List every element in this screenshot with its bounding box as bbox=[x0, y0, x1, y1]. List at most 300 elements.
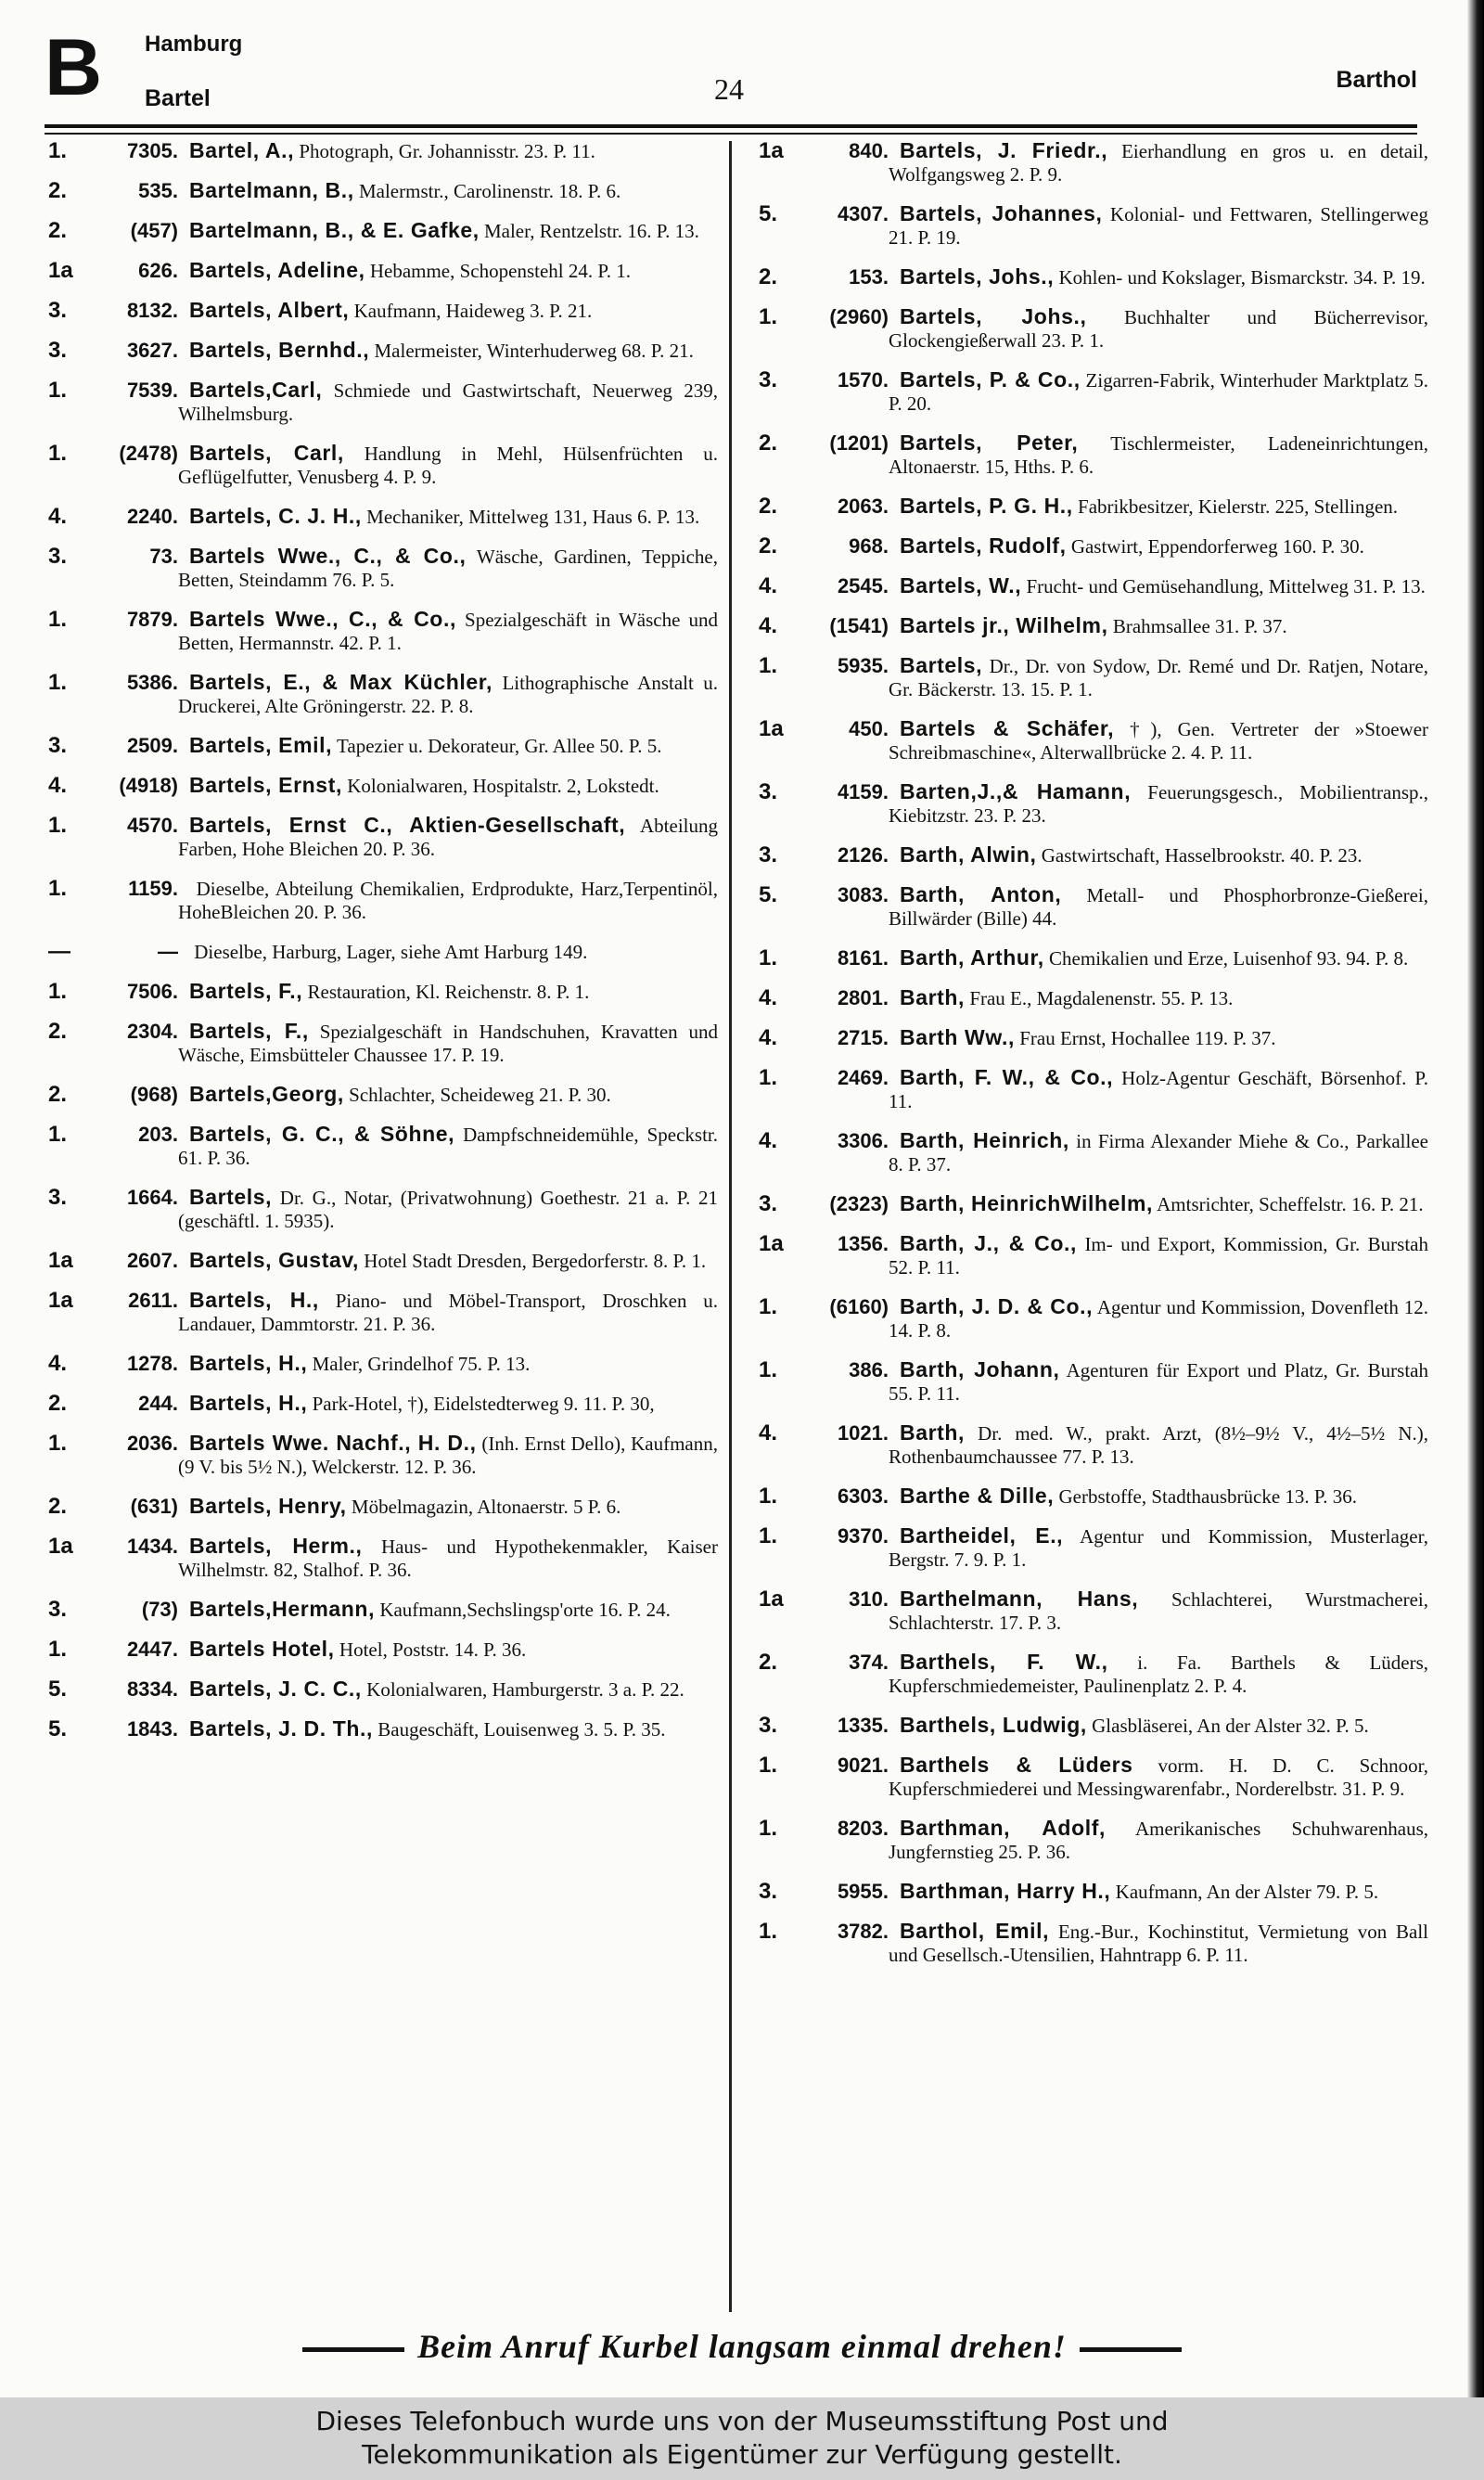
entry-details: Schlachterei, Wurstmacherei, Schlachterstr. 17. P. 3. bbox=[889, 1588, 1428, 1634]
subscriber-name: Bartels, Johs., bbox=[900, 304, 1087, 328]
entry-details: Agentur und Kommission, Musterlager, Bergstr. 7. 9. P. 1. bbox=[889, 1525, 1428, 1571]
subscriber-name: Bartelmann, B., bbox=[189, 178, 354, 202]
subscriber-name: Bartels, Peter, bbox=[900, 430, 1079, 455]
entry-details: Schlachter, Scheideweg 21. P. 30. bbox=[349, 1084, 611, 1106]
exchange-code: 1. bbox=[48, 813, 68, 838]
phone-number: 840. bbox=[849, 139, 889, 162]
subscriber-name: Bartels,Carl, bbox=[189, 378, 323, 402]
subscriber-name: Barth, Arthur, bbox=[900, 945, 1044, 970]
subscriber-name: Barth, bbox=[900, 985, 966, 1009]
entry-details: Kaufmann, Haideweg 3. P. 21. bbox=[353, 300, 593, 322]
phone-number: (73) bbox=[141, 1598, 178, 1621]
directory-entry bbox=[48, 1598, 718, 1622]
entry-details: Dieselbe, Abteilung Chemikalien, Erdprodukte, Harz,Terpentinöl, HoheBleichen 20. P. 36. bbox=[178, 878, 718, 923]
directory-entry bbox=[48, 1495, 718, 1519]
subscriber-name: Bartels, H., bbox=[189, 1391, 308, 1415]
exchange-code: 2. bbox=[759, 494, 778, 519]
phone-number: 73. bbox=[149, 545, 178, 568]
directory-entry bbox=[48, 1083, 718, 1107]
right-column bbox=[759, 139, 1428, 2310]
directory-entry bbox=[48, 1020, 718, 1067]
subscriber-name: Barth, HeinrichWilhelm, bbox=[900, 1191, 1154, 1215]
credit-line-2: Telekommunikation als Eigentümer zur Verfügung gestellt. bbox=[362, 2439, 1122, 2470]
phone-number: (1201) bbox=[829, 431, 889, 455]
phone-number: 8334. bbox=[126, 1677, 178, 1701]
phone-number: 6303. bbox=[837, 1484, 889, 1508]
exchange-code: 1. bbox=[759, 1065, 778, 1090]
phone-number: 1570. bbox=[837, 368, 889, 392]
directory-entry bbox=[759, 986, 1428, 1010]
exchange-code: 5. bbox=[48, 1716, 68, 1741]
exchange-code: 1. bbox=[48, 607, 68, 632]
subscriber-name: Bartels, P. G. H., bbox=[900, 494, 1073, 518]
subscriber-name: Barthe & Dille, bbox=[900, 1484, 1055, 1508]
phone-number: 9370. bbox=[837, 1524, 889, 1548]
exchange-code: 1. bbox=[48, 139, 68, 163]
entry-details: Holz-Agentur Geschäft, Börsenhof. P. 11. bbox=[889, 1067, 1428, 1112]
subscriber-name: Bartels,Hermann, bbox=[189, 1597, 376, 1621]
exchange-code: 2. bbox=[759, 533, 778, 559]
phone-number: 3627. bbox=[126, 339, 178, 362]
exchange-code: 1. bbox=[48, 1637, 68, 1662]
exchange-code: 1. bbox=[48, 876, 68, 901]
phone-number: (968) bbox=[130, 1083, 178, 1106]
directory-entry bbox=[759, 495, 1428, 519]
subscriber-name: Bartels, bbox=[189, 1185, 273, 1209]
phone-number: (1541) bbox=[829, 614, 889, 637]
directory-entry bbox=[48, 442, 718, 489]
exchange-code: 3. bbox=[48, 298, 68, 323]
subscriber-name: Bartels, H., bbox=[189, 1351, 308, 1375]
exchange-code: 1. bbox=[759, 1357, 778, 1382]
phone-number: 3782. bbox=[837, 1920, 889, 1943]
page-number: 24 bbox=[714, 72, 744, 106]
subscriber-name: Barthman, Harry H., bbox=[900, 1879, 1111, 1903]
directory-entry bbox=[759, 202, 1428, 250]
exchange-code: 3. bbox=[759, 1713, 778, 1738]
exchange-code: 3. bbox=[759, 1879, 778, 1904]
directory-entry bbox=[759, 946, 1428, 970]
entry-details: Glasbläserei, An der Alster 32. P. 5. bbox=[1092, 1715, 1369, 1737]
phone-number: 310. bbox=[849, 1587, 889, 1611]
entry-details: Piano- und Möbel-Transport, Droschken u. Landauer, Dammtorstr. 21. P. 36. bbox=[178, 1290, 718, 1335]
phone-number: 1664. bbox=[126, 1186, 178, 1209]
directory-entry bbox=[48, 1677, 718, 1702]
subscriber-name: Bartels Wwe., C., & Co., bbox=[189, 544, 467, 568]
subscriber-name: Barthels, Ludwig, bbox=[900, 1713, 1087, 1737]
subscriber-name: Barth, Anton, bbox=[900, 882, 1062, 906]
exchange-code: 4. bbox=[48, 504, 68, 529]
phone-number: 2611. bbox=[128, 1289, 178, 1312]
header-city: Hamburg bbox=[145, 32, 243, 57]
exchange-code: 1. bbox=[48, 1122, 68, 1147]
exchange-code: 1a bbox=[48, 1534, 73, 1559]
exchange-code: 2. bbox=[48, 1082, 68, 1107]
subscriber-name: Bartels,Georg, bbox=[189, 1082, 344, 1106]
directory-entry bbox=[48, 219, 718, 243]
exchange-code: 2. bbox=[759, 1650, 778, 1675]
directory-entry bbox=[48, 259, 718, 283]
entry-details: Hotel Stadt Dresden, Bergedorferstr. 8. P. 1. bbox=[364, 1250, 707, 1272]
subscriber-name: Barth, Johann, bbox=[900, 1357, 1060, 1381]
entry-details: Frau Ernst, Hochallee 119. P. 37. bbox=[1019, 1027, 1276, 1049]
phone-number: 9021. bbox=[837, 1754, 889, 1777]
entry-details: Feuerungsgesch., Mobilientransp., Kiebitzstr. 23. P. 23. bbox=[889, 781, 1428, 827]
subscriber-name: Bartels, H., bbox=[189, 1288, 319, 1312]
subscriber-name: Bartels, Bernhd., bbox=[189, 338, 370, 362]
directory-entry bbox=[759, 717, 1428, 765]
phone-number: 8161. bbox=[837, 946, 889, 970]
exchange-code: 1. bbox=[48, 441, 68, 466]
entry-details: Agentur und Kommission, Dovenfleth 12. 14. P. 8. bbox=[889, 1296, 1428, 1342]
exchange-code: 5. bbox=[759, 201, 778, 226]
directory-entry bbox=[48, 814, 718, 861]
entry-details: Kolonial- und Fettwaren, Stellingerweg 21. P. 19. bbox=[889, 203, 1428, 249]
subscriber-name: Bartel, A., bbox=[189, 139, 295, 162]
entry-details: Gastwirt, Eppendorferweg 160. P. 30. bbox=[1070, 535, 1364, 558]
entry-details: Abteilung Farben, Hohe Bleichen 20. P. 36. bbox=[178, 815, 718, 860]
subscriber-name: Bartels, Ernst, bbox=[189, 773, 342, 797]
phone-number: 2447. bbox=[126, 1638, 178, 1661]
entry-details: Kolonialwaren, Hospitalstr. 2, Lokstedt. bbox=[347, 775, 659, 797]
phone-number: 4307. bbox=[837, 202, 889, 225]
directory-entry bbox=[48, 379, 718, 426]
credit-footer bbox=[0, 2397, 1484, 2480]
exchange-code: 1. bbox=[48, 979, 68, 1004]
exchange-code: 5. bbox=[48, 1677, 68, 1702]
directory-entry bbox=[48, 179, 718, 203]
directory-entry bbox=[48, 608, 718, 655]
entry-details: Baugeschäft, Louisenweg 3. 5. P. 35. bbox=[377, 1718, 666, 1741]
subscriber-name: Bartels, Gustav, bbox=[189, 1248, 360, 1272]
exchange-code: 1a bbox=[759, 139, 784, 163]
exchange-code: 3. bbox=[759, 367, 778, 392]
directory-entry bbox=[48, 1352, 718, 1376]
exchange-code: 4. bbox=[48, 1351, 68, 1376]
entry-details: vorm. H. D. C. Schnoor, Kupferschmiederei und Messingwarenfabr., Norderelbstr. 31. P. 9. bbox=[889, 1754, 1428, 1800]
subscriber-name: Bartels, C. J. H., bbox=[189, 504, 362, 528]
directory-entry bbox=[759, 1817, 1428, 1864]
exchange-code: 1. bbox=[759, 1523, 778, 1548]
subscriber-name: Barthelmann, Hans, bbox=[900, 1587, 1139, 1611]
phone-number: 4159. bbox=[837, 780, 889, 803]
exchange-code: 2. bbox=[48, 218, 68, 243]
entry-details: Photograph, Gr. Johannisstr. 23. P. 11. bbox=[299, 140, 595, 162]
directory-entry bbox=[48, 774, 718, 798]
subscriber-name: Bartels, G. C., & Söhne, bbox=[189, 1122, 455, 1146]
phone-number: 968. bbox=[849, 534, 889, 558]
exchange-code: 4. bbox=[759, 985, 778, 1010]
entry-details: Dampfschneidemühle, Speckstr. 61. P. 36. bbox=[178, 1124, 718, 1169]
entry-details: Eng.-Bur., Kochinstitut, Vermietung von Ball und Gesellsch.-Utensilien, Hahntrapp 6. P. 11. bbox=[889, 1921, 1428, 1966]
entry-details: i. Fa. Barthels & Lüders, Kupferschmiedemeister, Paulinenplatz 2. P. 4. bbox=[889, 1651, 1428, 1697]
phone-number: 1843. bbox=[126, 1717, 178, 1741]
directory-entry bbox=[759, 1714, 1428, 1738]
entry-details: Frucht- und Gemüsehandlung, Mittelweg 31. P. 13. bbox=[1026, 575, 1426, 598]
phone-number: 2304. bbox=[126, 1020, 178, 1043]
exchange-code: 1a bbox=[759, 716, 784, 741]
directory-entry bbox=[759, 1192, 1428, 1216]
directory-entry bbox=[759, 1066, 1428, 1113]
phone-number: 5955. bbox=[837, 1880, 889, 1903]
phone-number: 8203. bbox=[837, 1817, 889, 1840]
header-first-name: Bartel bbox=[145, 85, 211, 111]
exchange-code: 3. bbox=[759, 1191, 778, 1216]
directory-entry bbox=[759, 1129, 1428, 1176]
exchange-code: 1. bbox=[48, 1431, 68, 1456]
entry-details: Tischlermeister, Ladeneinrichtungen, Altonaerstr. 15, Hths. P. 6. bbox=[889, 432, 1428, 478]
phone-number: 5935. bbox=[837, 654, 889, 677]
exchange-code: 3. bbox=[48, 1597, 68, 1622]
subscriber-name: Barth, bbox=[900, 1420, 966, 1445]
column-divider bbox=[729, 141, 732, 2312]
directory-entry bbox=[759, 1587, 1428, 1635]
directory-entry bbox=[48, 877, 718, 924]
exchange-code: 4. bbox=[759, 1420, 778, 1446]
entry-details: Hebamme, Schopenstehl 24. P. 1. bbox=[369, 260, 631, 282]
exchange-code: 4. bbox=[759, 1025, 778, 1050]
phone-number: 626. bbox=[138, 259, 178, 282]
entry-details: Amtsrichter, Scheffelstr. 16. P. 21. bbox=[1157, 1193, 1424, 1215]
subscriber-name: Bartels, Johs., bbox=[900, 264, 1055, 289]
subscriber-name: Bartels, Carl, bbox=[189, 441, 344, 465]
subscriber-name: Barthol, Emil, bbox=[900, 1919, 1050, 1943]
entry-details: Dr. med. W., prakt. Arzt, (8½–9½ V., 4½–5½ N.), Rothenbaumchaussee 77. P. 13. bbox=[889, 1422, 1428, 1468]
exchange-code: 1. bbox=[759, 304, 778, 329]
directory-entry bbox=[48, 545, 718, 592]
entry-details: Mechaniker, Mittelweg 131, Haus 6. P. 13. bbox=[366, 506, 700, 528]
directory-entry bbox=[759, 1026, 1428, 1050]
phone-number: 1356. bbox=[837, 1232, 889, 1255]
header-last-name: Barthol bbox=[1336, 67, 1417, 93]
exchange-code: 2. bbox=[48, 178, 68, 203]
entry-details: Haus- und Hypothekenmakler, Kaiser Wilhelmstr. 82, Stalhof. P. 36. bbox=[178, 1536, 718, 1581]
entry-details: Malermeister, Winterhuderweg 68. P. 21. bbox=[374, 340, 694, 362]
exchange-code: 3. bbox=[48, 338, 68, 363]
subscriber-name: Bartels, J. C. C., bbox=[189, 1677, 362, 1701]
exchange-code: 4. bbox=[48, 773, 68, 798]
directory-entry bbox=[48, 1249, 718, 1273]
directory-entry bbox=[48, 671, 718, 718]
entry-details: Lithographische Anstalt u. Druckerei, Alte Gröningerstr. 22. P. 8. bbox=[178, 672, 718, 717]
left-column bbox=[48, 139, 718, 2310]
subscriber-name: Barthman, Adolf, bbox=[900, 1816, 1106, 1840]
entry-details: Schmiede und Gastwirtschaft, Neuerweg 239, Wilhelmsburg. bbox=[178, 379, 718, 425]
phone-number: (4918) bbox=[119, 774, 178, 797]
directory-entry bbox=[759, 1484, 1428, 1509]
directory-entry bbox=[48, 1289, 718, 1336]
phone-number: 7539. bbox=[126, 379, 178, 402]
slogan-rule-left bbox=[302, 2347, 404, 2352]
exchange-code: 5. bbox=[759, 882, 778, 907]
exchange-code: 3. bbox=[48, 1185, 68, 1210]
directory-entry bbox=[48, 1638, 718, 1662]
entry-details: Hotel, Poststr. 14. P. 36. bbox=[339, 1638, 527, 1661]
phone-number: 2509. bbox=[126, 734, 178, 757]
phone-number: 2801. bbox=[837, 986, 889, 1009]
subscriber-name: Bartels Hotel, bbox=[189, 1637, 335, 1661]
entry-details: Gastwirtschaft, Hasselbrookstr. 40. P. 23. bbox=[1041, 844, 1362, 867]
phone-number: (6160) bbox=[829, 1295, 889, 1318]
phone-number: 2607. bbox=[126, 1249, 178, 1272]
entry-details: Tapezier u. Dekorateur, Gr. Allee 50. P. 5. bbox=[337, 735, 662, 757]
phone-number: 374. bbox=[849, 1651, 889, 1674]
exchange-code: 2. bbox=[759, 264, 778, 289]
entry-details: Kaufmann, An der Alster 79. P. 5. bbox=[1115, 1881, 1379, 1903]
directory-entry bbox=[48, 339, 718, 363]
phone-number: 1434. bbox=[126, 1535, 178, 1558]
page-header bbox=[45, 23, 1417, 130]
entry-details: Kaufmann,Sechslingsp'orte 16. P. 24. bbox=[379, 1599, 671, 1621]
phone-number: 1335. bbox=[837, 1714, 889, 1737]
directory-entry bbox=[759, 265, 1428, 289]
directory-entry bbox=[48, 505, 718, 529]
entry-details: Wäsche, Gardinen, Teppiche, Betten, Steindamm 76. P. 5. bbox=[178, 546, 718, 591]
directory-entry bbox=[48, 980, 718, 1004]
directory-entry bbox=[759, 1880, 1428, 1904]
phone-number: (2478) bbox=[119, 442, 178, 465]
entry-details: Dr., Dr. von Sydow, Dr. Remé und Dr. Ratjen, Notare, Gr. Bäckerstr. 13. 15. P. 1. bbox=[889, 655, 1428, 700]
subscriber-name: Bartels, J. D. Th., bbox=[189, 1716, 374, 1741]
directory-entry bbox=[759, 883, 1428, 931]
entry-details: Brahmsallee 31. P. 37. bbox=[1112, 615, 1287, 637]
phone-number: 4570. bbox=[126, 814, 178, 837]
entry-details: in Firma Alexander Miehe & Co., Parkallee 8. P. 37. bbox=[889, 1130, 1428, 1176]
subscriber-name: Bartels, Henry, bbox=[189, 1494, 347, 1518]
subscriber-name: Barten,J.,& Hamann, bbox=[900, 779, 1132, 803]
directory-entry bbox=[48, 1186, 718, 1233]
exchange-code: 3. bbox=[48, 733, 68, 758]
entry-details: Buchhalter und Bücherrevisor, Glockengießerwall 23. P. 1. bbox=[889, 306, 1428, 352]
exchange-code: 2. bbox=[48, 1494, 68, 1519]
phone-number: 244. bbox=[138, 1392, 178, 1415]
directory-entry bbox=[759, 368, 1428, 416]
exchange-code: 1. bbox=[48, 378, 68, 403]
subscriber-name: Barth, J. D. & Co., bbox=[900, 1294, 1094, 1318]
subscriber-name: Bartels, J. Friedr., bbox=[900, 139, 1108, 162]
exchange-code: 2. bbox=[759, 430, 778, 456]
phone-number: 2240. bbox=[126, 505, 178, 528]
entry-details: Amerikanisches Schuhwarenhaus, Jungfernstieg 25. P. 36. bbox=[889, 1818, 1428, 1863]
phone-number: 1159. bbox=[128, 877, 178, 900]
directory-entry bbox=[759, 1920, 1428, 1967]
exchange-code: 1a bbox=[759, 1231, 784, 1256]
phone-number: 2545. bbox=[837, 574, 889, 598]
entry-details: Möbelmagazin, Altonaerstr. 5 P. 6. bbox=[351, 1496, 621, 1518]
slogan-rule-right bbox=[1080, 2347, 1182, 2352]
exchange-code: 1a bbox=[48, 258, 73, 283]
phone-number: (631) bbox=[130, 1495, 178, 1518]
credit-line-1: Dieses Telefonbuch wurde uns von der Museumsstiftung Post und bbox=[315, 2406, 1169, 2436]
phone-number: 386. bbox=[849, 1358, 889, 1381]
exchange-code: 4. bbox=[759, 613, 778, 638]
entry-details: Spezialgeschäft in Wäsche und Betten, Hermannstr. 42. P. 1. bbox=[178, 609, 718, 654]
entry-details: Maler, Grindelhof 75. P. 13. bbox=[312, 1353, 531, 1375]
entry-details: Malermstr., Carolinenstr. 18. P. 6. bbox=[358, 180, 621, 202]
subscriber-name: Bartels, E., & Max Küchler, bbox=[189, 670, 493, 694]
phone-number: 7506. bbox=[126, 980, 178, 1003]
subscriber-name: Bartels, Johannes, bbox=[900, 201, 1103, 225]
directory-entry bbox=[759, 780, 1428, 828]
subscriber-name: Bartels Wwe., C., & Co., bbox=[189, 607, 456, 631]
directory-entry bbox=[759, 1651, 1428, 1698]
subscriber-name: Bartels & Schäfer, bbox=[900, 716, 1115, 740]
exchange-code: 3. bbox=[48, 544, 68, 569]
phone-number: 1278. bbox=[126, 1352, 178, 1375]
phone-number: — bbox=[158, 940, 178, 963]
entry-details: Dieselbe, Harburg, Lager, siehe Amt Harburg 149. bbox=[194, 941, 588, 963]
entry-details: Gerbstoffe, Stadthausbrücke 13. P. 36. bbox=[1058, 1485, 1358, 1508]
phone-number: (2323) bbox=[829, 1192, 889, 1215]
exchange-code: 1. bbox=[759, 1816, 778, 1841]
phone-number: 5386. bbox=[126, 671, 178, 694]
subscriber-name: Bartels jr., Wilhelm, bbox=[900, 613, 1108, 637]
entry-details: Restauration, Kl. Reichenstr. 8. P. 1. bbox=[307, 981, 590, 1003]
entry-details: †), Gen. Vertreter der »Stoewer Schreibmaschine«, Alterwallbrücke 2. 4. P. 11. bbox=[889, 718, 1428, 764]
phone-number: 2126. bbox=[837, 843, 889, 867]
entry-details: Im- und Export, Kommission, Gr. Burstah 52. P. 11. bbox=[889, 1233, 1428, 1279]
exchange-code: 1. bbox=[759, 653, 778, 678]
exchange-code: 1. bbox=[759, 1919, 778, 1944]
subscriber-name: Bartels, Emil, bbox=[189, 733, 333, 757]
directory-entry bbox=[759, 1232, 1428, 1279]
subscriber-name: Barth, Heinrich, bbox=[900, 1128, 1069, 1152]
entry-details: Zigarren-Fabrik, Winterhuder Marktplatz 5. P. 20. bbox=[889, 369, 1428, 415]
phone-number: 2715. bbox=[837, 1026, 889, 1049]
exchange-code: 2. bbox=[48, 1019, 68, 1044]
entry-details: Dr. G., Notar, (Privatwohnung) Goethestr. 21 a. P. 21 (geschäftl. 1. 5935). bbox=[178, 1187, 718, 1232]
entry-details: Maler, Rentzelstr. 16. P. 13. bbox=[483, 220, 699, 242]
subscriber-name: Bartels, Herm., bbox=[189, 1534, 363, 1558]
directory-entry bbox=[48, 299, 718, 323]
header-rule bbox=[45, 124, 1417, 128]
entry-details: Chemikalien und Erze, Luisenhof 93. 94. P. 8. bbox=[1049, 947, 1409, 970]
subscriber-name: Barthels & Lüders bbox=[900, 1753, 1133, 1777]
entry-details: Metall- und Phosphorbronze-Gießerei, Billwärder (Bille) 44. bbox=[889, 884, 1428, 930]
subscriber-name: Bartels, P. & Co., bbox=[900, 367, 1081, 392]
directory-entry bbox=[48, 1123, 718, 1170]
exchange-code: 1a bbox=[759, 1587, 784, 1612]
exchange-code: 2. bbox=[48, 1391, 68, 1416]
entry-details: Eierhandlung en gros u. en detail, Wolfgangsweg 2. P. 9. bbox=[889, 140, 1428, 186]
exchange-code: 1a bbox=[48, 1288, 73, 1313]
exchange-code: 1. bbox=[759, 1294, 778, 1319]
subscriber-name: Barth, Alwin, bbox=[900, 842, 1037, 867]
directory-entry bbox=[48, 940, 718, 964]
footer-slogan bbox=[0, 2327, 1484, 2366]
phone-number: (2960) bbox=[829, 305, 889, 328]
subscriber-name: Bartels, Albert, bbox=[189, 298, 350, 322]
entry-details: Spezialgeschäft in Handschuhen, Kravatten und Wäsche, Eimsbütteler Chaussee 17. P. 19. bbox=[178, 1021, 718, 1066]
subscriber-name: Bartels Wwe. Nachf., H. D., bbox=[189, 1431, 477, 1455]
entry-details: Handlung in Mehl, Hülsenfrüchten u. Geflügelfutter, Venusberg 4. P. 9. bbox=[178, 443, 718, 488]
subscriber-name: Bartels, F., bbox=[189, 979, 303, 1003]
phone-number: 535. bbox=[138, 179, 178, 202]
directory-entry bbox=[759, 1754, 1428, 1801]
phone-number: 3083. bbox=[837, 883, 889, 906]
exchange-code: 1a bbox=[48, 1248, 73, 1273]
subscriber-name: Barth Ww., bbox=[900, 1025, 1015, 1049]
directory-entry bbox=[759, 843, 1428, 867]
phone-number: 153. bbox=[849, 265, 889, 289]
directory-entry bbox=[48, 734, 718, 758]
directory-entry bbox=[48, 1392, 718, 1416]
directory-entry bbox=[48, 1717, 718, 1741]
phone-number: 1021. bbox=[837, 1421, 889, 1445]
phone-number: (457) bbox=[130, 219, 178, 242]
exchange-code: 3. bbox=[759, 842, 778, 867]
directory-entry bbox=[759, 1358, 1428, 1406]
